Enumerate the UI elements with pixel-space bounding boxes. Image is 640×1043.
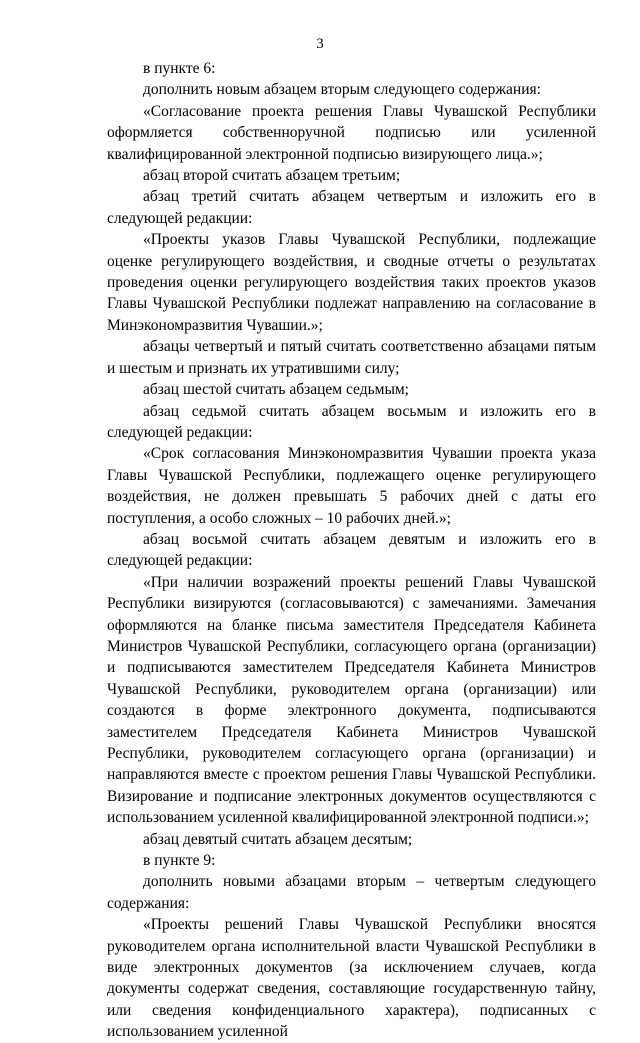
paragraph: абзац восьмой считать абзацем девятым и изложить его в следующей редакции: xyxy=(107,530,596,570)
paragraph: «Проекты решений Главы Чувашской Республики вносятся руководителем органа исполнительной власти Чувашской Республики в виде электронных документов (за исключением случаев, когда документы содержат сведения, составляющие государственную тайну, или сведения конфиденциального характера), подписанных с использованием усиленной xyxy=(107,916,596,1041)
paragraph: дополнить новыми абзацами вторым – четвертым следующего содержания: xyxy=(107,873,596,912)
paragraph: «Срок согласования Минэкономразвития Чувашии проекта указа Главы Чувашской Республики, подлежащего оценке регулирующего воздействия, не должен превышать 5 рабочих дней с даты его поступления, а особо сложных – 10 рабочих дней.»; xyxy=(107,445,596,527)
paragraph: абзац седьмой считать абзацем восьмым и изложить его в следующей редакции: xyxy=(107,402,596,441)
paragraph: в пункте 6: xyxy=(143,60,216,77)
paragraph: «Проекты указов Главы Чувашской Республики, подлежащие оценке регулирующего воздействия, и сводные отчеты о результатах проведения оценки регулирующего воздействия таких проектов указов Главы Чувашской Республики подлежат направлению на согласование в Минэкономразвития Чувашии.»; xyxy=(107,231,596,334)
paragraph: абзац второй считать абзацем третьим; xyxy=(143,167,401,185)
paragraph: в пункте 9: xyxy=(143,852,216,870)
document-body xyxy=(107,58,596,1043)
paragraph: абзац шестой считать абзацем седьмым; xyxy=(143,381,409,399)
paragraph: абзац девятый считать абзацем десятым; xyxy=(143,830,413,848)
paragraph: «Согласование проекта решения Главы Чувашской Республики оформляется собственноручной подписью или усиленной квалифицированной электронной подписью визирующего лица.»; xyxy=(107,102,596,163)
paragraph: абзацы четвертый и пятый считать соответственно абзацами пятым и шестым и признать их утратившими силу; xyxy=(107,338,596,377)
paragraph: «При наличии возражений проекты решений Главы Чувашской Республики визируются (согласовываются) с замечаниями. Замечания оформляются на бланке письма заместителя Председателя Кабинета Министров Чувашской Республики, согласующего органа (организации) и подписываются заместителем Председателя Кабинета Министров Чувашской Республики, руководителем органа (организации) или создаются в форме электронного документа, подписываются заместителем Председателя Кабинета Министров Чувашской Республики, руководителем согласующего органа (организации) и направляются вместе с проектом решения Главы Чувашской Республики. Визирование и подписание электронных документов осуществляются с использованием усиленной квалифицированной электронной подписи.»; xyxy=(107,573,596,827)
paragraph: абзац третий считать абзацем четвертым и изложить его в следующей редакции: xyxy=(107,188,596,227)
paragraph: дополнить новым абзацем вторым следующего содержания: xyxy=(143,81,541,99)
page-number: 3 xyxy=(316,36,324,52)
